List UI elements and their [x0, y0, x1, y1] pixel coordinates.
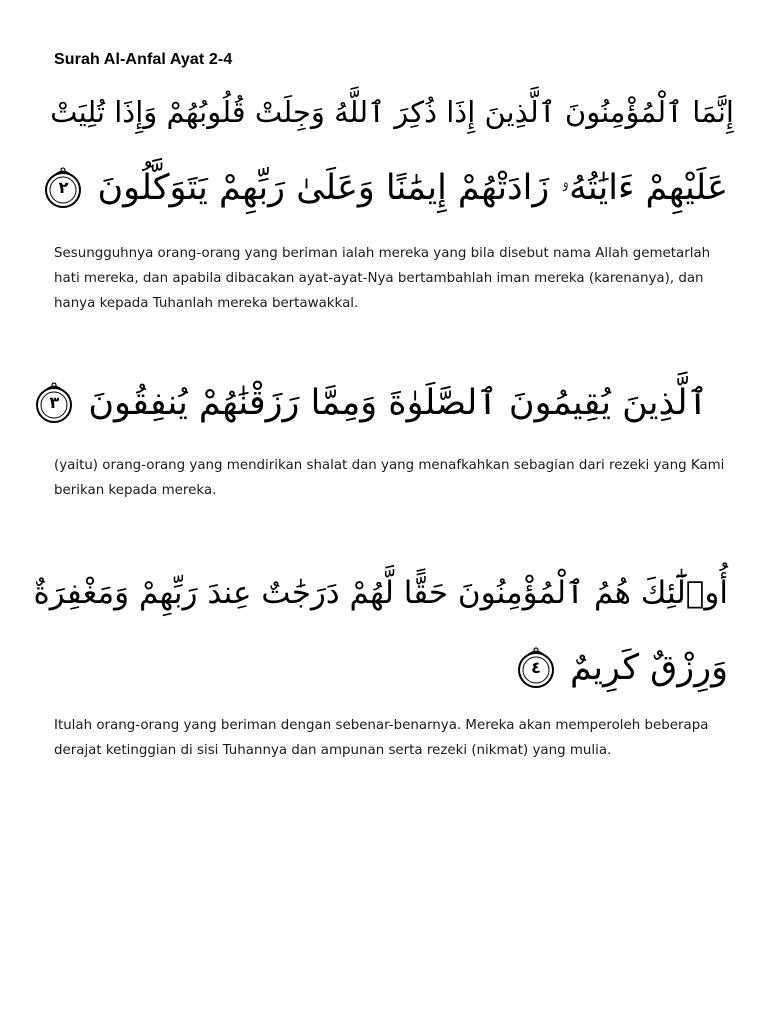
verse-2-arabic-line-2	[41, 166, 728, 210]
ayah-number: ٢	[58, 178, 69, 197]
ayah-number: ٤	[531, 658, 541, 677]
verse-4-arabic-line-2	[514, 646, 728, 690]
ayah-number-marker	[32, 381, 76, 425]
verse-2-arabic-line-1	[50, 95, 734, 129]
arabic-text: أُو۟لَٰٓئِكَ هُمُ ٱلْمُؤْمِنُونَ حَقًّا لَّهُمْ دَرَجَٰتٌ عِندَ رَبِّهِمْ وَمَغْفِرَةٌ	[33, 575, 728, 611]
arabic-text: ٱلَّذِينَ يُقِيمُونَ ٱلصَّلَوٰةَ وَمِمَّا رَزَقْنَٰهُمْ يُنفِقُونَ	[88, 382, 708, 423]
ayah-number-marker	[41, 166, 85, 210]
verse-4-arabic-line-1	[33, 575, 728, 611]
arabic-text: عَلَيْهِمْ ءَايَٰتُهُۥ زَادَتْهُمْ إِيمَٰنًا وَعَلَىٰ رَبِّهِمْ يَتَوَكَّلُونَ	[97, 167, 728, 208]
verse-3-translation: (yaitu) orang-orang yang mendirikan shalat dan yang menafkahkan sebagian dari rezeki yang Kami berikan kepada mereka.	[54, 458, 725, 498]
page-title: Surah Al-Anfal Ayat 2-4	[54, 51, 233, 68]
verse-4-translation: Itulah orang-orang yang beriman dengan sebenar-benarnya. Mereka akan memperoleh beberapa derajat ketinggian di sisi Tuhannya dan ampunan serta rezeki (nikmat) yang mulia.	[54, 718, 709, 758]
ayah-number-marker	[514, 646, 558, 690]
arabic-text: إِنَّمَا ٱلْمُؤْمِنُونَ ٱلَّذِينَ إِذَا ذُكِرَ ٱللَّهُ وَجِلَتْ قُلُوبُهُمْ وَإِذَا تُلِيَتْ	[50, 95, 734, 129]
ayah-number: ٣	[49, 393, 60, 412]
verse-3-arabic-line-1	[32, 381, 708, 425]
arabic-text: وَرِزْقٌ كَرِيمٌ	[570, 647, 728, 688]
verse-2-translation: Sesungguhnya orang-orang yang beriman ialah mereka yang bila disebut nama Allah gemetarlah hati mereka, dan apabila dibacakan ayat-ayat-Nya bertambahlah iman mereka (karenanya), dan hanya kepada Tuhanlah mereka bertawakkal.	[54, 246, 711, 311]
